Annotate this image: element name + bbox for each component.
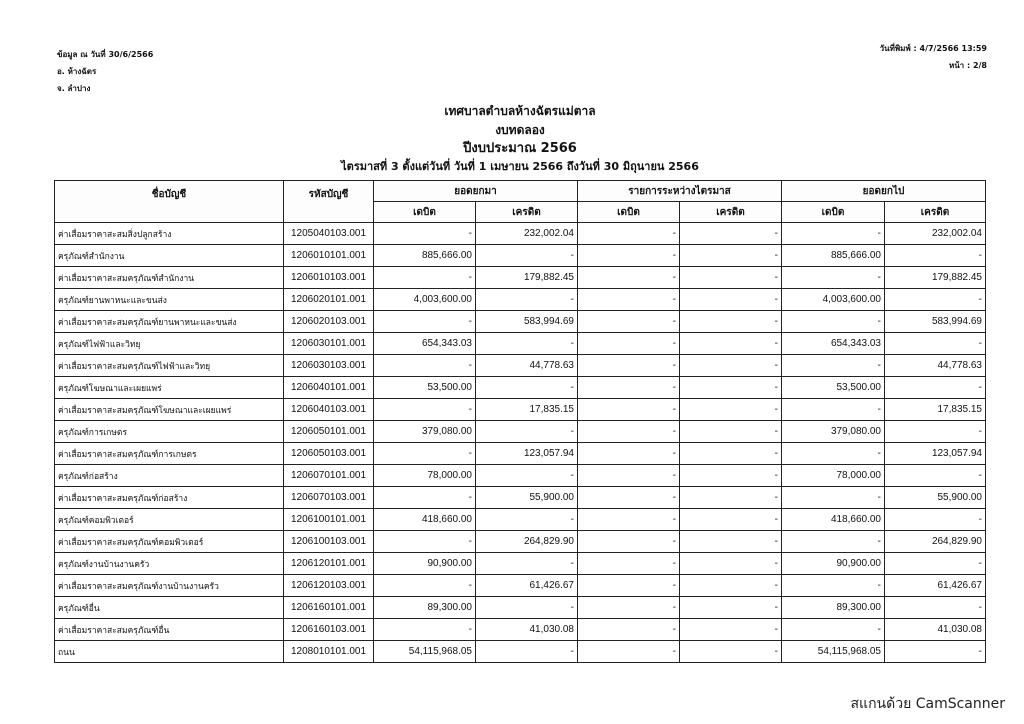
table-row — [55, 487, 986, 509]
closing-debit-cell: 4,003,600.00 — [782, 289, 885, 311]
col-header-opening: ยอดยกมา — [374, 181, 578, 202]
report-name: งบทดลอง — [495, 123, 545, 137]
closing-credit-cell: - — [885, 289, 986, 311]
closing-debit-cell: 885,666.00 — [782, 245, 885, 267]
table-row — [55, 267, 986, 289]
opening-credit-cell: - — [476, 245, 578, 267]
account-code-cell: 1206020103.001 — [284, 311, 374, 333]
quarter-credit-cell: - — [680, 487, 782, 509]
account-code-cell: 1206020101.001 — [284, 289, 374, 311]
closing-credit-cell: - — [885, 421, 986, 443]
account-name-cell: ค่าเสื่อมราคาสะสมครุภัณฑ์งานบ้านงานครัว — [55, 575, 284, 597]
opening-debit-cell: 654,343.03 — [374, 333, 476, 355]
quarter-debit-cell: - — [578, 509, 680, 531]
closing-debit-cell: 418,660.00 — [782, 509, 885, 531]
quarter-credit-cell: - — [680, 465, 782, 487]
opening-credit-cell: - — [476, 421, 578, 443]
opening-credit-cell: 61,426.67 — [476, 575, 578, 597]
closing-debit-cell: - — [782, 575, 885, 597]
fiscal-year: ปีงบประมาณ 2566 — [463, 141, 577, 156]
opening-credit-cell: - — [476, 597, 578, 619]
opening-credit-cell: 44,778.63 — [476, 355, 578, 377]
quarter-debit-cell: - — [578, 443, 680, 465]
account-name-cell: ค่าเสื่อมราคาสะสมครุภัณฑ์การเกษตร — [55, 443, 284, 465]
opening-credit-cell: 17,835.15 — [476, 399, 578, 421]
opening-debit-cell: - — [374, 487, 476, 509]
opening-debit-cell: - — [374, 311, 476, 333]
quarter-credit-cell: - — [680, 223, 782, 245]
quarter-debit-cell: - — [578, 289, 680, 311]
account-name-cell: ครุภัณฑ์การเกษตร — [55, 421, 284, 443]
closing-debit-cell: - — [782, 399, 885, 421]
quarter-debit-cell: - — [578, 619, 680, 641]
col-header-quarter-credit: เครดิต — [680, 202, 782, 223]
opening-credit-cell: 232,002.04 — [476, 223, 578, 245]
account-code-cell: 1206010103.001 — [284, 267, 374, 289]
account-name-cell: ครุภัณฑ์คอมพิวเตอร์ — [55, 509, 284, 531]
quarter-credit-cell: - — [680, 377, 782, 399]
col-header-closing-credit: เครดิต — [885, 202, 986, 223]
opening-credit-cell: - — [476, 289, 578, 311]
opening-credit-cell: 41,030.08 — [476, 619, 578, 641]
closing-credit-cell: - — [885, 553, 986, 575]
opening-debit-cell: 78,000.00 — [374, 465, 476, 487]
quarter-credit-cell: - — [680, 531, 782, 553]
quarter-credit-cell: - — [680, 421, 782, 443]
quarter-debit-cell: - — [578, 311, 680, 333]
quarter-debit-cell: - — [578, 399, 680, 421]
table-row — [55, 641, 986, 663]
quarter-debit-cell: - — [578, 377, 680, 399]
quarter-debit-cell: - — [578, 575, 680, 597]
col-header-account-code: รหัสบัญชี — [284, 181, 374, 223]
closing-debit-cell: 654,343.03 — [782, 333, 885, 355]
report-title-block — [0, 101, 1024, 175]
closing-credit-cell: - — [885, 465, 986, 487]
account-code-cell: 1206100103.001 — [284, 531, 374, 553]
quarter-credit-cell: - — [680, 399, 782, 421]
opening-credit-cell: - — [476, 641, 578, 663]
quarter-credit-cell: - — [680, 311, 782, 333]
account-code-cell: 1206040103.001 — [284, 399, 374, 421]
opening-credit-cell: - — [476, 465, 578, 487]
table-row — [55, 443, 986, 465]
closing-credit-cell: - — [885, 333, 986, 355]
quarter-debit-cell: - — [578, 223, 680, 245]
table-row — [55, 597, 986, 619]
quarter-credit-cell: - — [680, 355, 782, 377]
opening-debit-cell: 418,660.00 — [374, 509, 476, 531]
col-header-opening-credit: เครดิต — [476, 202, 578, 223]
table-row — [55, 289, 986, 311]
table-row — [55, 377, 986, 399]
print-date: วันที่พิมพ์ : 4/7/2566 13:59 — [879, 44, 987, 53]
quarter-debit-cell: - — [578, 597, 680, 619]
opening-credit-cell: 179,882.45 — [476, 267, 578, 289]
quarter-credit-cell: - — [680, 597, 782, 619]
table-row — [55, 223, 986, 245]
account-name-cell: ครุภัณฑ์ก่อสร้าง — [55, 465, 284, 487]
table-row — [55, 575, 986, 597]
col-header-closing: ยอดยกไป — [782, 181, 986, 202]
opening-credit-cell: - — [476, 333, 578, 355]
closing-credit-cell: 61,426.67 — [885, 575, 986, 597]
opening-debit-cell: 4,003,600.00 — [374, 289, 476, 311]
trial-balance-table — [54, 180, 986, 663]
quarter-debit-cell: - — [578, 355, 680, 377]
closing-debit-cell: - — [782, 311, 885, 333]
account-name-cell: ครุภัณฑ์ยานพาหนะและขนส่ง — [55, 289, 284, 311]
account-code-cell: 1206030101.001 — [284, 333, 374, 355]
col-header-opening-debit: เดบิต — [374, 202, 476, 223]
closing-credit-cell: 41,030.08 — [885, 619, 986, 641]
province: จ. ลำปาง — [57, 84, 91, 93]
closing-credit-cell: 583,994.69 — [885, 311, 986, 333]
closing-debit-cell: - — [782, 531, 885, 553]
account-code-cell: 1208010101.001 — [284, 641, 374, 663]
opening-credit-cell: - — [476, 509, 578, 531]
account-name-cell: ค่าเสื่อมราคาสะสมสิ่งปลูกสร้าง — [55, 223, 284, 245]
quarter-debit-cell: - — [578, 531, 680, 553]
table-row — [55, 311, 986, 333]
report-period: ไตรมาสที่ 3 ตั้งแต่วันที่ วันที่ 1 เมษายน 2566 ถึงวันที่ 30 มิถุนายน 2566 — [341, 160, 699, 173]
col-header-during-quarter: รายการระหว่างไตรมาส — [578, 181, 782, 202]
table-body — [55, 223, 986, 663]
account-name-cell: ครุภัณฑ์อื่น — [55, 597, 284, 619]
account-name-cell: ค่าเสื่อมราคาสะสมครุภัณฑ์คอมพิวเตอร์ — [55, 531, 284, 553]
account-code-cell: 1205040103.001 — [284, 223, 374, 245]
opening-credit-cell: 264,829.90 — [476, 531, 578, 553]
account-name-cell: ค่าเสื่อมราคาสะสมครุภัณฑ์อื่น — [55, 619, 284, 641]
closing-debit-cell: - — [782, 487, 885, 509]
closing-debit-cell: 89,300.00 — [782, 597, 885, 619]
closing-debit-cell: 54,115,968.05 — [782, 641, 885, 663]
account-code-cell: 1206050101.001 — [284, 421, 374, 443]
col-header-quarter-debit: เดบิต — [578, 202, 680, 223]
table-row — [55, 421, 986, 443]
account-code-cell: 1206070103.001 — [284, 487, 374, 509]
quarter-debit-cell: - — [578, 553, 680, 575]
account-name-cell: ครุภัณฑ์งานบ้านงานครัว — [55, 553, 284, 575]
opening-debit-cell: 379,080.00 — [374, 421, 476, 443]
quarter-credit-cell: - — [680, 267, 782, 289]
data-as-of: ข้อมูล ณ วันที่ 30/6/2566 — [57, 50, 154, 59]
col-header-account-name: ชื่อบัญชี — [55, 181, 284, 223]
closing-credit-cell: - — [885, 377, 986, 399]
opening-debit-cell: - — [374, 575, 476, 597]
account-code-cell: 1206030103.001 — [284, 355, 374, 377]
quarter-debit-cell: - — [578, 267, 680, 289]
closing-credit-cell: 232,002.04 — [885, 223, 986, 245]
quarter-debit-cell: - — [578, 641, 680, 663]
district: อ. ห้างฉัตร — [57, 67, 97, 76]
organization-name: เทศบาลตำบลห้างฉัตรแม่ตาล — [444, 104, 596, 118]
account-code-cell: 1206010101.001 — [284, 245, 374, 267]
col-header-closing-debit: เดบิต — [782, 202, 885, 223]
opening-debit-cell: - — [374, 399, 476, 421]
quarter-credit-cell: - — [680, 575, 782, 597]
closing-debit-cell: 53,500.00 — [782, 377, 885, 399]
opening-credit-cell: 55,900.00 — [476, 487, 578, 509]
account-code-cell: 1206040101.001 — [284, 377, 374, 399]
opening-debit-cell: - — [374, 619, 476, 641]
opening-credit-cell: - — [476, 553, 578, 575]
opening-debit-cell: - — [374, 355, 476, 377]
closing-debit-cell: - — [782, 619, 885, 641]
closing-debit-cell: - — [782, 223, 885, 245]
opening-debit-cell: - — [374, 223, 476, 245]
account-code-cell: 1206160103.001 — [284, 619, 374, 641]
table-row — [55, 399, 986, 421]
account-code-cell: 1206120103.001 — [284, 575, 374, 597]
account-name-cell: ครุภัณฑ์สำนักงาน — [55, 245, 284, 267]
account-code-cell: 1206050103.001 — [284, 443, 374, 465]
report-meta-right — [880, 40, 987, 74]
quarter-credit-cell: - — [680, 619, 782, 641]
account-code-cell: 1206160101.001 — [284, 597, 374, 619]
quarter-credit-cell: - — [680, 289, 782, 311]
quarter-debit-cell: - — [578, 333, 680, 355]
quarter-credit-cell: - — [680, 641, 782, 663]
closing-credit-cell: 17,835.15 — [885, 399, 986, 421]
account-name-cell: ค่าเสื่อมราคาสะสมครุภัณฑ์โฆษณาและเผยแพร่ — [55, 399, 284, 421]
camscanner-watermark: สแกนด้วย CamScanner — [850, 696, 1005, 712]
closing-debit-cell: 78,000.00 — [782, 465, 885, 487]
table-row — [55, 245, 986, 267]
quarter-credit-cell: - — [680, 443, 782, 465]
opening-debit-cell: - — [374, 531, 476, 553]
closing-credit-cell: 123,057.94 — [885, 443, 986, 465]
account-name-cell: ครุภัณฑ์โฆษณาและเผยแพร่ — [55, 377, 284, 399]
account-name-cell: ค่าเสื่อมราคาสะสมครุภัณฑ์สำนักงาน — [55, 267, 284, 289]
quarter-credit-cell: - — [680, 509, 782, 531]
opening-credit-cell: - — [476, 377, 578, 399]
closing-debit-cell: - — [782, 267, 885, 289]
table-row — [55, 531, 986, 553]
account-code-cell: 1206120101.001 — [284, 553, 374, 575]
quarter-debit-cell: - — [578, 421, 680, 443]
closing-debit-cell: 90,900.00 — [782, 553, 885, 575]
closing-debit-cell: 379,080.00 — [782, 421, 885, 443]
closing-credit-cell: - — [885, 509, 986, 531]
account-name-cell: ค่าเสื่อมราคาสะสมครุภัณฑ์ไฟฟ้าและวิทยุ — [55, 355, 284, 377]
closing-credit-cell: - — [885, 641, 986, 663]
closing-credit-cell: 179,882.45 — [885, 267, 986, 289]
quarter-credit-cell: - — [680, 245, 782, 267]
opening-credit-cell: 583,994.69 — [476, 311, 578, 333]
account-code-cell: 1206100101.001 — [284, 509, 374, 531]
account-name-cell: ค่าเสื่อมราคาสะสมครุภัณฑ์ยานพาหนะและขนส่ง — [55, 311, 284, 333]
opening-debit-cell: - — [374, 267, 476, 289]
closing-credit-cell: - — [885, 245, 986, 267]
quarter-credit-cell: - — [680, 553, 782, 575]
opening-credit-cell: 123,057.94 — [476, 443, 578, 465]
table-row — [55, 509, 986, 531]
account-name-cell: ถนน — [55, 641, 284, 663]
opening-debit-cell: 89,300.00 — [374, 597, 476, 619]
quarter-debit-cell: - — [578, 245, 680, 267]
account-code-cell: 1206070101.001 — [284, 465, 374, 487]
closing-credit-cell: - — [885, 597, 986, 619]
closing-debit-cell: - — [782, 443, 885, 465]
quarter-credit-cell: - — [680, 333, 782, 355]
opening-debit-cell: 53,500.00 — [374, 377, 476, 399]
opening-debit-cell: 90,900.00 — [374, 553, 476, 575]
account-name-cell: ค่าเสื่อมราคาสะสมครุภัณฑ์ก่อสร้าง — [55, 487, 284, 509]
quarter-debit-cell: - — [578, 465, 680, 487]
closing-debit-cell: - — [782, 355, 885, 377]
report-meta-left — [57, 46, 153, 97]
table-row — [55, 553, 986, 575]
opening-debit-cell: 54,115,968.05 — [374, 641, 476, 663]
closing-credit-cell: 55,900.00 — [885, 487, 986, 509]
table-row — [55, 355, 986, 377]
closing-credit-cell: 44,778.63 — [885, 355, 986, 377]
closing-credit-cell: 264,829.90 — [885, 531, 986, 553]
account-name-cell: ครุภัณฑ์ไฟฟ้าและวิทยุ — [55, 333, 284, 355]
table-row — [55, 333, 986, 355]
table-row — [55, 619, 986, 641]
table-row — [55, 465, 986, 487]
opening-debit-cell: 885,666.00 — [374, 245, 476, 267]
opening-debit-cell: - — [374, 443, 476, 465]
quarter-debit-cell: - — [578, 487, 680, 509]
page-number: หน้า : 2/8 — [948, 61, 987, 70]
